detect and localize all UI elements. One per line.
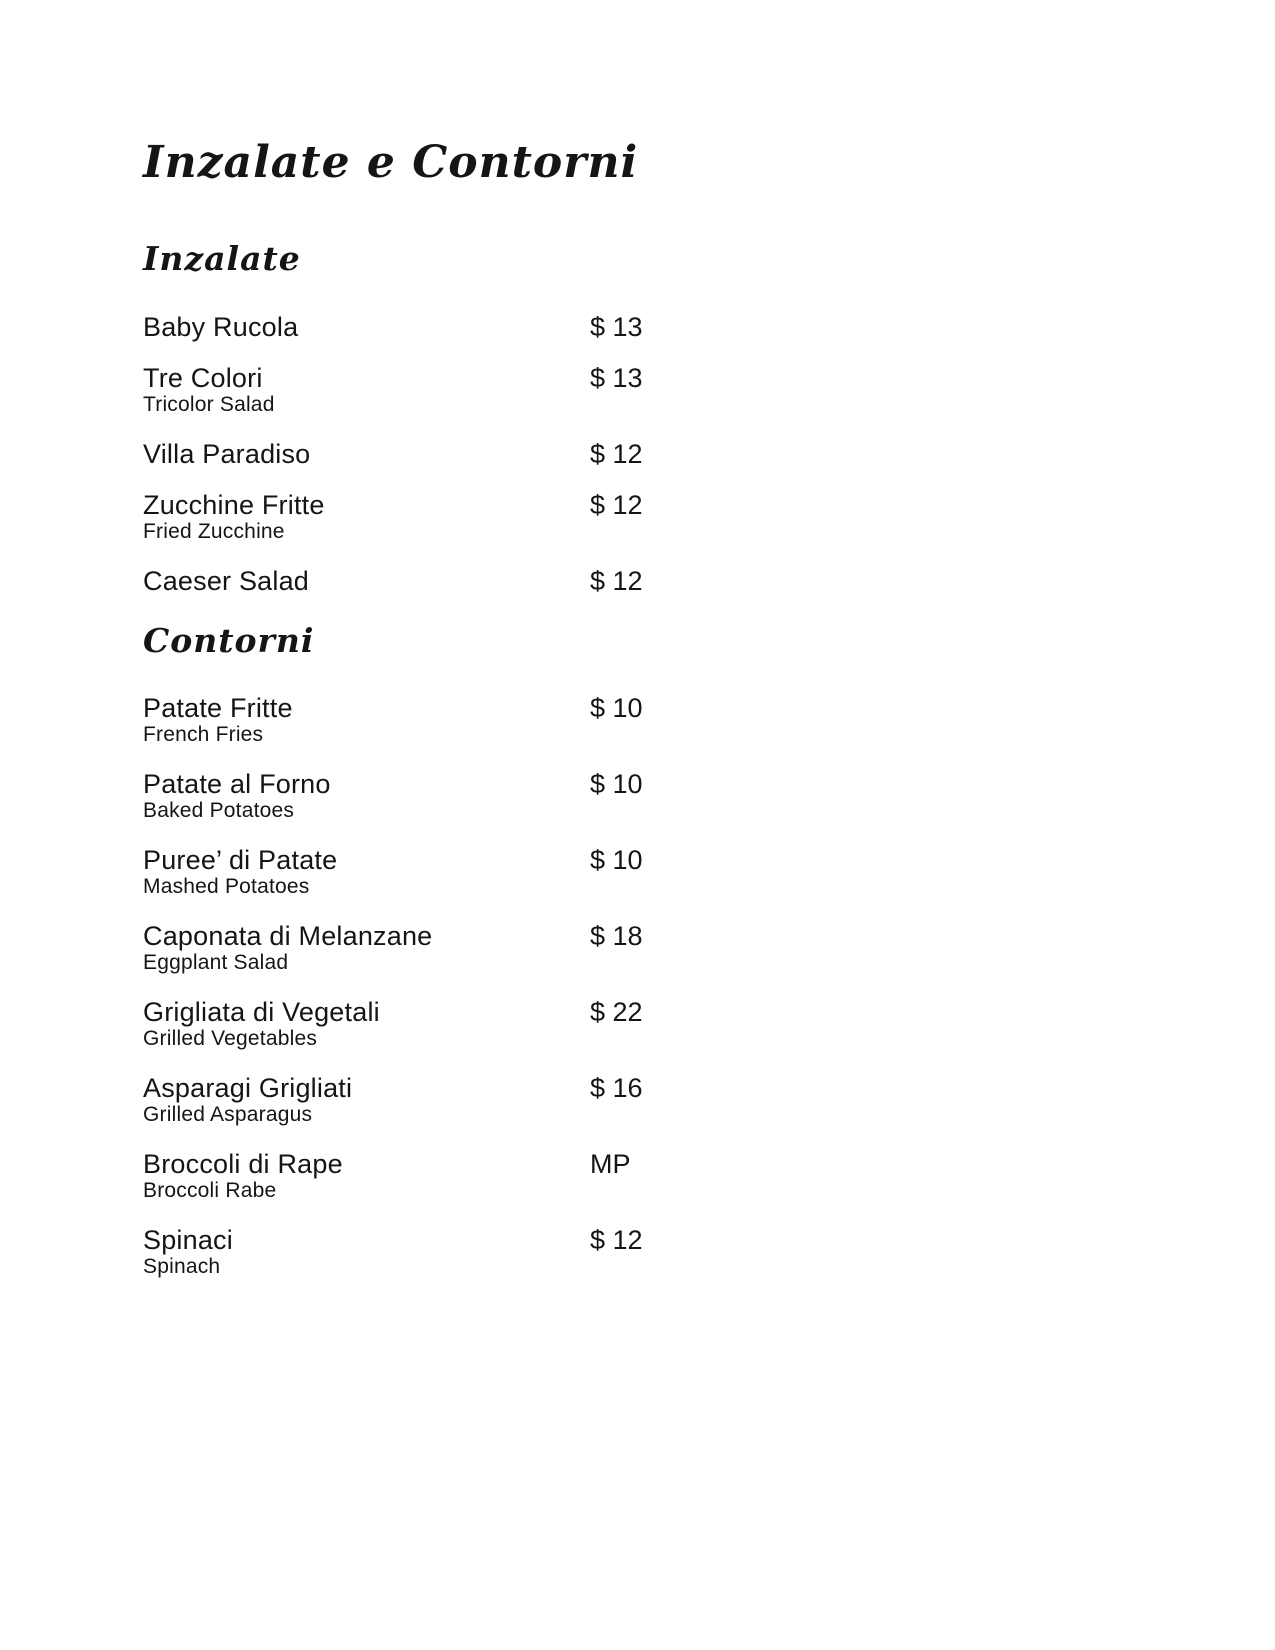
item-price: $ 13 — [590, 363, 643, 394]
menu-item-asparagi-grigliati — [143, 1072, 1195, 1127]
item-name: Asparagi Grigliati — [143, 1072, 353, 1103]
menu-item-spinaci — [143, 1224, 1195, 1279]
item-name: Spinaci — [143, 1224, 233, 1255]
item-name: Grigliata di Vegetali — [143, 996, 380, 1027]
item-name: Baby Rucola — [143, 312, 299, 343]
page-title: Inzalate e Contorni — [143, 137, 639, 188]
section-heading-inzalate: Inzalate — [143, 238, 301, 278]
menu-item-baby-rucola — [143, 314, 1195, 341]
item-price: $ 13 — [590, 312, 643, 343]
menu-item-caeser-salad — [143, 568, 1195, 595]
menu-item-broccoli-di-rape — [143, 1148, 1195, 1203]
menu-item-villa-paradiso — [143, 441, 1195, 468]
menu-item-grigliata-di-vegetali — [143, 996, 1195, 1051]
item-subtitle: Spinach — [143, 1254, 221, 1278]
item-subtitle: Broccoli Rabe — [143, 1178, 277, 1202]
item-price: $ 18 — [590, 920, 643, 951]
item-subtitle: French Fries — [143, 722, 264, 746]
item-name: Puree’ di Patate — [143, 844, 338, 875]
item-name: Patate al Forno — [143, 768, 331, 799]
item-name: Zucchine Fritte — [143, 490, 325, 521]
item-price: $ 10 — [590, 768, 643, 799]
menu-item-caponata-di-melanzane — [143, 920, 1195, 975]
menu-item-zucchine-fritte — [143, 492, 1195, 544]
item-name: Caeser Salad — [143, 566, 309, 597]
item-price: $ 16 — [590, 1072, 643, 1103]
menu-item-puree-di-patate — [143, 844, 1195, 899]
item-subtitle: Tricolor Salad — [143, 393, 275, 417]
item-price: $ 22 — [590, 996, 643, 1027]
item-subtitle: Eggplant Salad — [143, 950, 289, 974]
item-name: Villa Paradiso — [143, 439, 311, 470]
item-name: Broccoli di Rape — [143, 1148, 343, 1179]
item-subtitle: Grilled Asparagus — [143, 1102, 313, 1126]
menu-item-tre-colori — [143, 365, 1195, 417]
item-name: Tre Colori — [143, 363, 263, 394]
item-name: Patate Fritte — [143, 692, 293, 723]
item-price: $ 12 — [590, 439, 643, 470]
item-subtitle: Mashed Potatoes — [143, 874, 310, 898]
item-price: MP — [590, 1148, 631, 1179]
item-price: $ 12 — [590, 566, 643, 597]
section-heading-contorni: Contorni — [143, 621, 315, 661]
item-subtitle: Fried Zucchine — [143, 520, 285, 544]
item-subtitle: Baked Potatoes — [143, 798, 295, 822]
item-subtitle: Grilled Vegetables — [143, 1026, 318, 1050]
item-name: Caponata di Melanzane — [143, 920, 433, 951]
menu-item-patate-fritte — [143, 692, 1195, 747]
item-price: $ 10 — [590, 844, 643, 875]
item-price: $ 12 — [590, 490, 643, 521]
menu-item-patate-al-forno — [143, 768, 1195, 823]
item-price: $ 12 — [590, 1224, 643, 1255]
item-price: $ 10 — [590, 692, 643, 723]
